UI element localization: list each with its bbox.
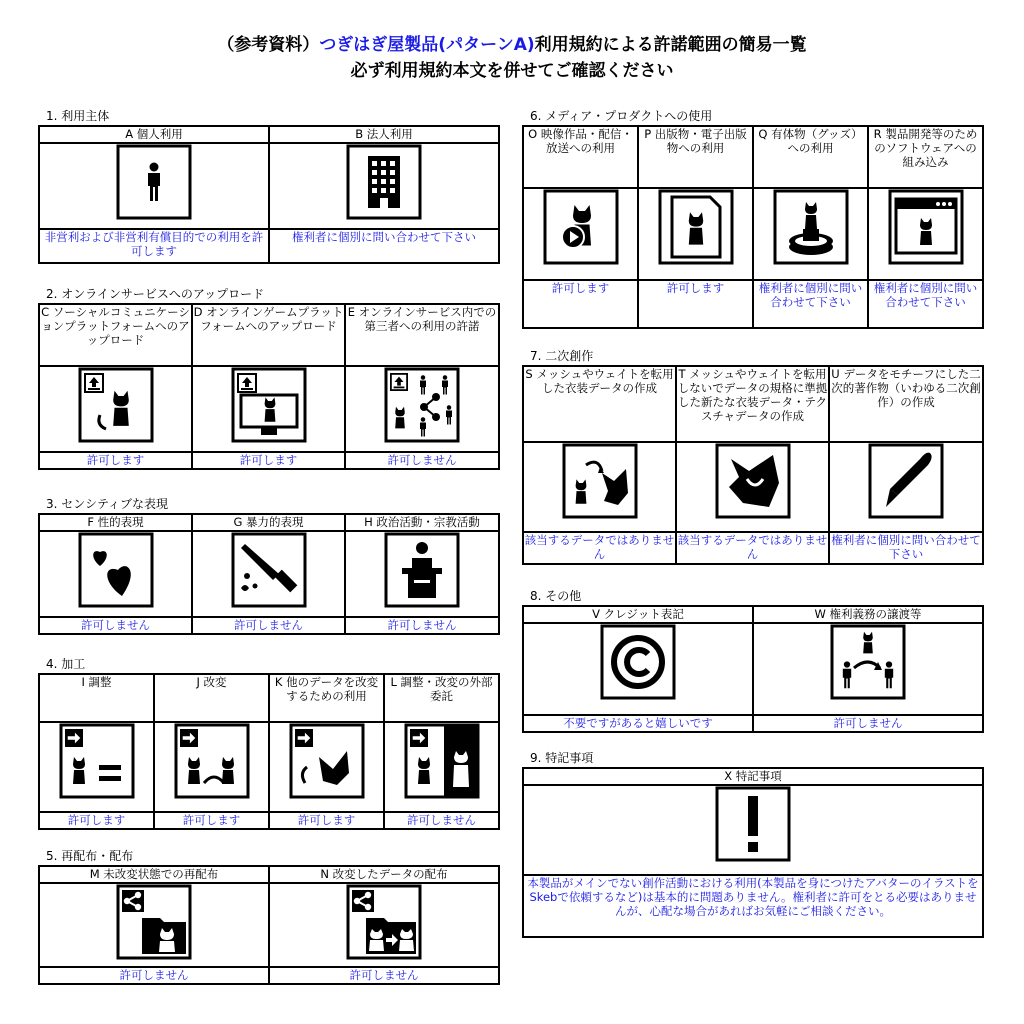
- section-title: 5. 再配布・配布: [46, 849, 134, 863]
- item-result-p: 許可します: [638, 280, 753, 328]
- item-label-e: E オンラインサービス内での第三者への利用の許諾: [345, 304, 499, 366]
- item-label-s: S メッシュやウェイトを転用した衣装データの作成: [523, 366, 676, 442]
- item-result-a: 非営利および非営利有償目的での利用を許可します: [39, 229, 269, 263]
- adjust-icon: [59, 723, 135, 799]
- item-label-u: U データをモチーフにした二次的著作物（いわゆる二次創作）の作成: [829, 366, 983, 442]
- hearts-icon: [78, 532, 154, 608]
- item-result-d: 許可します: [192, 452, 345, 469]
- item-result-i: 許可します: [39, 812, 154, 829]
- item-result-q: 権利者に個別に問い合わせて下さい: [753, 280, 868, 328]
- item-result-g: 許可しません: [192, 617, 345, 634]
- modify-icon: [174, 723, 250, 799]
- upload-social-icon: [78, 367, 154, 443]
- new-costume-icon: [715, 443, 791, 519]
- item-result-k: 許可します: [269, 812, 384, 829]
- item-result-j: 許可します: [154, 812, 269, 829]
- item-label-w: W 権利義務の譲渡等: [753, 606, 983, 623]
- podium-icon: [384, 532, 460, 608]
- share-modified-icon: [346, 884, 422, 960]
- item-result-w: 許可しません: [753, 715, 983, 732]
- copyright-icon: [600, 624, 676, 700]
- item-label-a: A 個人利用: [39, 126, 269, 143]
- item-result-m: 許可しません: [39, 967, 269, 984]
- item-label-p: P 出版物・電子出版物への利用: [638, 126, 753, 188]
- section-4: [38, 656, 500, 830]
- item-label-i: I 調整: [39, 674, 154, 722]
- item-label-v: V クレジット表記: [523, 606, 753, 623]
- section-9: [522, 750, 984, 938]
- item-label-r: R 製品開発等のためのソフトウェアへの組み込み: [868, 126, 983, 188]
- outsource-icon: [404, 723, 480, 799]
- goods-icon: [773, 189, 849, 265]
- pen-icon: [868, 443, 944, 519]
- item-result-u: 権利者に個別に問い合わせて下さい: [829, 532, 983, 564]
- section-title: 9. 特記事項: [530, 751, 594, 765]
- section-5: [38, 848, 500, 985]
- item-label-q: Q 有体物（グッズ）への利用: [753, 126, 868, 188]
- item-result-n: 許可しません: [269, 967, 499, 984]
- item-label-l: L 調整・改変の外部委託: [384, 674, 499, 722]
- knife-icon: [231, 532, 307, 608]
- person-icon: [116, 144, 192, 220]
- item-label-h: H 政治活動・宗教活動: [345, 514, 499, 531]
- item-result-b: 権利者に個別に問い合わせて下さい: [269, 229, 499, 263]
- item-label-d: D オンラインゲームプラットフォームへのアップロード: [192, 304, 345, 366]
- section-8: [522, 588, 984, 733]
- item-result-f: 許可しません: [39, 617, 192, 634]
- item-result-e: 許可しません: [345, 452, 499, 469]
- use-for-other-icon: [289, 723, 365, 799]
- item-result-v: 不要ですがあると嬉しいです: [523, 715, 753, 732]
- item-result-s: 該当するデータではありません: [523, 532, 676, 564]
- building-icon: [346, 144, 422, 220]
- share-folder-icon: [116, 884, 192, 960]
- item-result-l: 許可しません: [384, 812, 499, 829]
- item-result-o: 許可します: [523, 280, 638, 328]
- item-result-c: 許可します: [39, 452, 192, 469]
- share-third-party-icon: [384, 367, 460, 443]
- item-result-x: 本製品がメインでない創作活動における利用(本製品を身につけたアバターのイラストをSkebで依頼するなど)は基本的に問題ありません。権利者に許可をとる必要はありませんが、心配な場合があればお気軽にご相談ください。: [523, 875, 983, 937]
- costume-transfer-icon: [562, 443, 638, 519]
- upload-game-icon: [231, 367, 307, 443]
- item-result-t: 該当するデータではありません: [676, 532, 829, 564]
- item-label-n: N 改変したデータの配布: [269, 866, 499, 883]
- section-7: [522, 348, 984, 565]
- product-name: つぎはぎ屋製品(パターンA): [319, 35, 535, 55]
- video-icon: [543, 189, 619, 265]
- software-icon: [888, 189, 964, 265]
- section-title: 3. センシティブな表現: [46, 497, 169, 511]
- item-result-r: 権利者に個別に問い合わせて下さい: [868, 280, 983, 328]
- item-label-t: T メッシュやウェイトを転用しないでデータの規格に準拠した新たな衣装データ・テクスチャデータの作成: [676, 366, 829, 442]
- item-label-b: B 法人利用: [269, 126, 499, 143]
- section-3: [38, 496, 500, 635]
- page-title: （参考資料）つぎはぎ屋製品(パターンA)利用規約による許諾範囲の簡易一覧: [217, 35, 807, 55]
- exclamation-icon: [715, 786, 791, 862]
- item-label-x: X 特記事項: [523, 768, 983, 785]
- item-label-f: F 性的表現: [39, 514, 192, 531]
- item-label-m: M 未改変状態での再配布: [39, 866, 269, 883]
- transfer-icon: [830, 624, 906, 700]
- section-title: 6. メディア・プロダクトへの使用: [530, 109, 713, 123]
- page-subtitle: 必ず利用規約本文を併せてご確認ください: [350, 61, 674, 81]
- section-6: [522, 108, 984, 329]
- section-2: [38, 286, 500, 470]
- item-label-g: G 暴力的表現: [192, 514, 345, 531]
- section-title: 8. その他: [530, 589, 582, 603]
- section-title: 7. 二次創作: [530, 349, 594, 363]
- section-1: [38, 108, 500, 264]
- item-label-c: C ソーシャルコミュニケーションプラットフォームへのアップロード: [39, 304, 192, 366]
- item-label-j: J 改変: [154, 674, 269, 722]
- item-label-k: K 他のデータを改変するための利用: [269, 674, 384, 722]
- section-title: 4. 加工: [46, 657, 86, 671]
- section-title: 2. オンラインサービスへのアップロード: [46, 287, 265, 301]
- item-label-o: O 映像作品・配信・放送への利用: [523, 126, 638, 188]
- item-result-h: 許可しません: [345, 617, 499, 634]
- publication-icon: [658, 189, 734, 265]
- section-title: 1. 利用主体: [46, 109, 110, 123]
